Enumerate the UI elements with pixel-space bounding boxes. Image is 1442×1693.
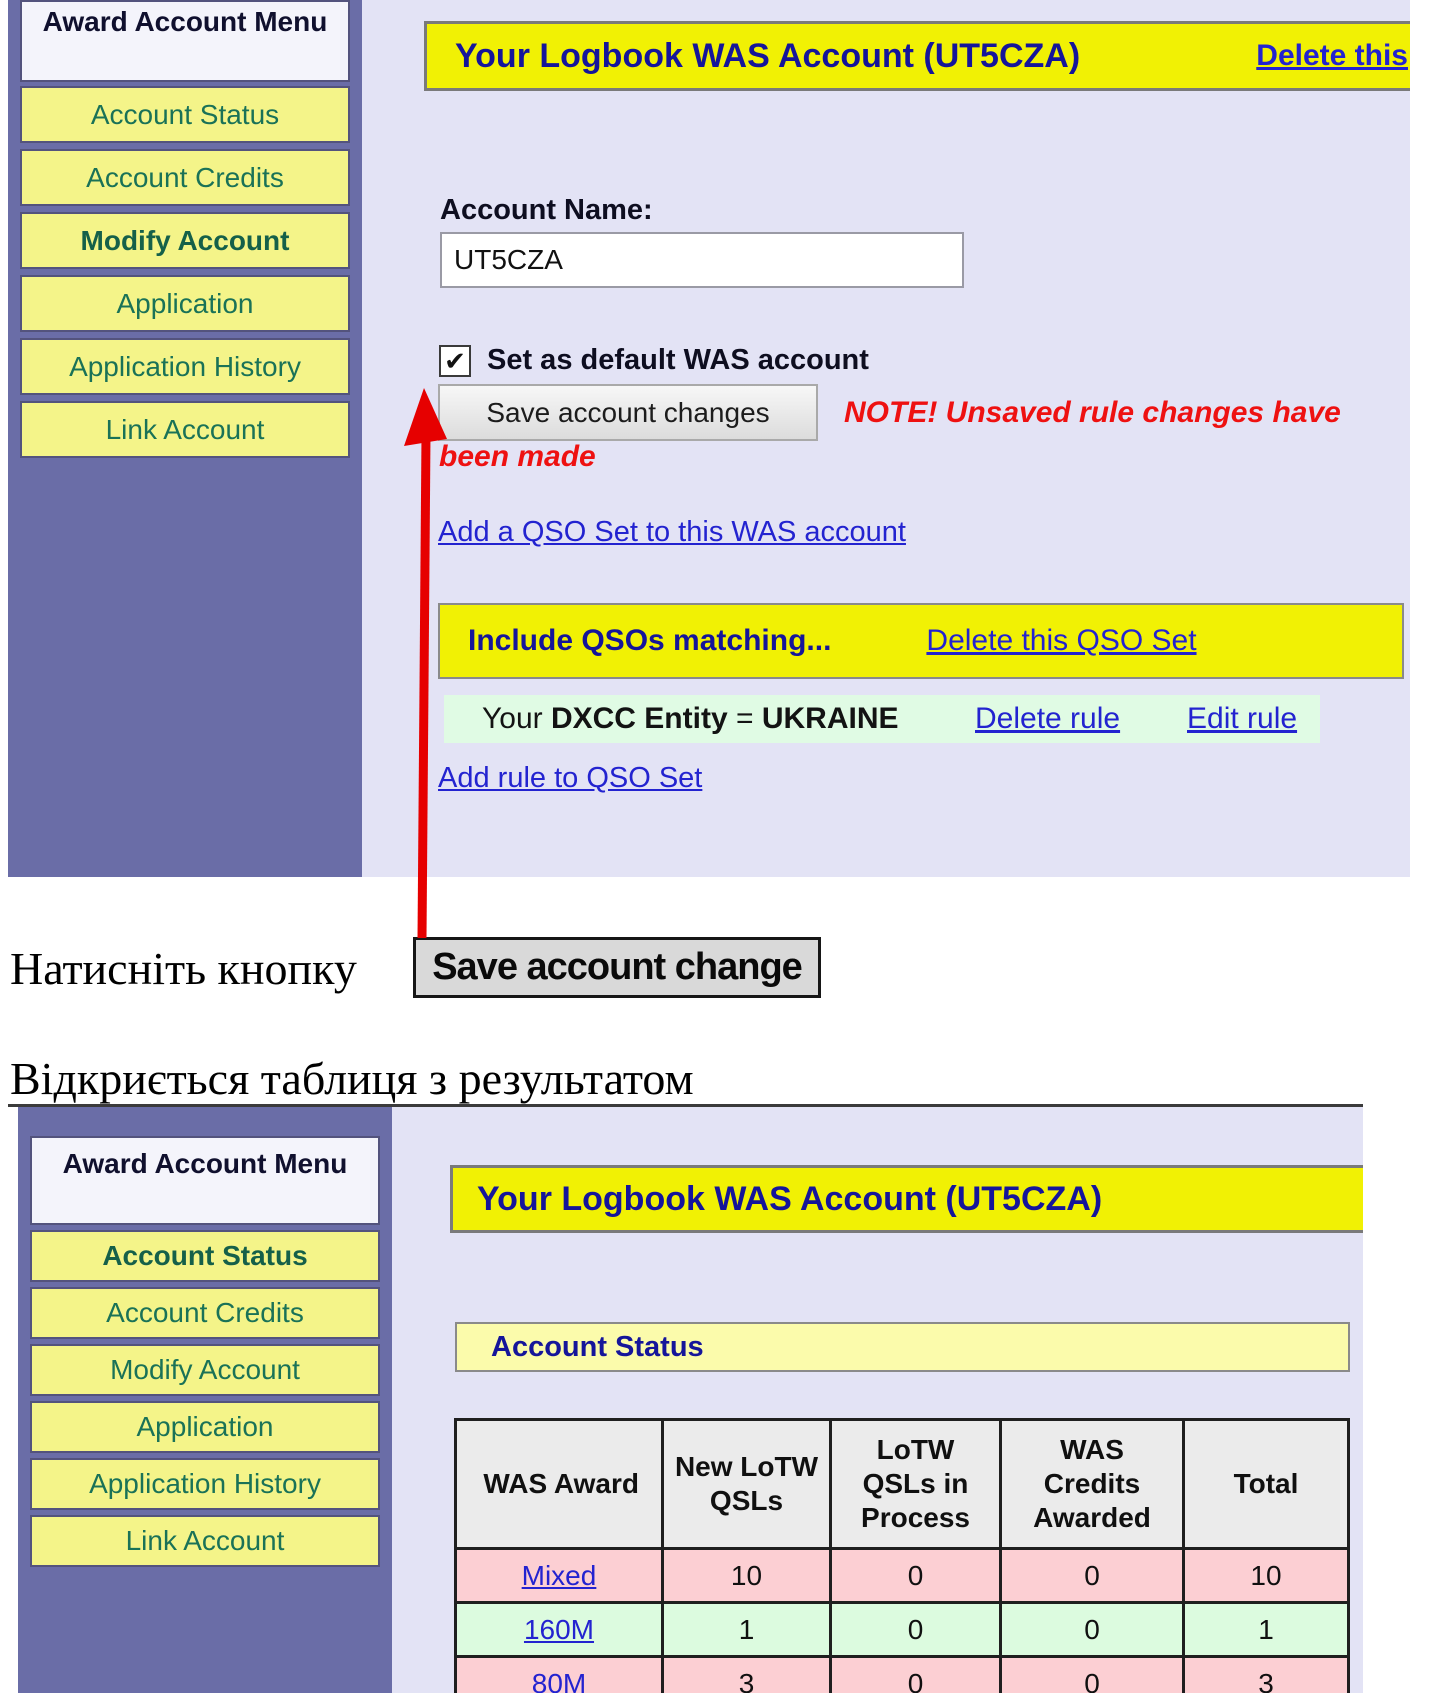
main-content	[362, 0, 1410, 877]
screenshot-modify-account	[8, 0, 1410, 877]
total-cell: 10	[1185, 1550, 1347, 1601]
table-header-cell: LoTW QSLs in Process	[832, 1421, 1002, 1547]
rule-field: DXCC Entity	[550, 702, 728, 735]
sidebar-item[interactable]: Application	[20, 275, 350, 332]
delete-qso-set-link[interactable]: Delete this QSO Set	[926, 624, 1197, 657]
rule-prefix: Your	[482, 702, 551, 735]
award-cell	[457, 1604, 664, 1655]
page-title-bar	[424, 21, 1410, 91]
page-title: Your Logbook WAS Account (UT5CZA)	[477, 1179, 1103, 1218]
default-was-row	[439, 344, 869, 377]
page-title: Your Logbook WAS Account (UT5CZA)	[455, 36, 1081, 75]
delete-rule-link[interactable]: Delete rule	[975, 702, 1121, 735]
menu-title: Award Account Menu	[20, 0, 350, 82]
delete-account-link[interactable]: Delete this	[1256, 39, 1408, 72]
new-lotw-qsls-cell: 3	[664, 1658, 832, 1693]
table-row	[457, 1604, 1347, 1658]
account-status-section-header: Account Status	[455, 1322, 1350, 1372]
award-account-menu	[8, 86, 362, 458]
total-cell: 3	[1185, 1658, 1347, 1693]
rule-equals: =	[727, 702, 762, 735]
credits-awarded-cell: 0	[1002, 1658, 1185, 1693]
sidebar-item[interactable]: Account Credits	[30, 1287, 380, 1339]
table-header-row	[457, 1421, 1347, 1550]
table-header-cell: New LoTW QSLs	[664, 1421, 832, 1547]
account-name-input[interactable]	[440, 232, 964, 288]
qso-set-header-bar	[438, 603, 1404, 679]
sidebar-item[interactable]: Link Account	[30, 1515, 380, 1567]
table-header-cell: Total	[1185, 1421, 1347, 1547]
account-name-label: Account Name:	[440, 194, 653, 226]
qso-rule-row	[444, 695, 1320, 743]
red-arrow-annotation	[402, 384, 466, 946]
qsls-in-process-cell: 0	[832, 1550, 1002, 1601]
sidebar-item[interactable]: Modify Account	[20, 212, 350, 269]
rule-text	[482, 702, 899, 736]
award-cell	[457, 1658, 664, 1693]
add-rule-link[interactable]: Add rule to QSO Set	[438, 762, 703, 794]
sidebar-item[interactable]: Account Status	[20, 86, 350, 143]
new-lotw-qsls-cell: 1	[664, 1604, 832, 1655]
total-cell: 1	[1185, 1604, 1347, 1655]
sidebar-item[interactable]: Link Account	[20, 401, 350, 458]
edit-rule-link[interactable]: Edit rule	[1187, 702, 1298, 735]
annotation-save-button-box: Save account change	[413, 937, 821, 998]
menu-title: Award Account Menu	[30, 1136, 380, 1225]
annotation-table-result: Відкриється таблиця з результатом	[10, 1053, 694, 1104]
sidebar-item[interactable]: Modify Account	[30, 1344, 380, 1396]
award-link[interactable]: 160M	[523, 1613, 595, 1645]
sidebar-item[interactable]: Account Credits	[20, 149, 350, 206]
sidebar	[8, 0, 362, 877]
table-header-cell: WAS Credits Awarded	[1002, 1421, 1185, 1547]
credits-awarded-cell: 0	[1002, 1550, 1185, 1601]
credits-awarded-cell: 0	[1002, 1604, 1185, 1655]
rule-value: UKRAINE	[761, 702, 899, 735]
screenshot-account-status	[8, 1104, 1363, 1693]
award-link[interactable]: 80M	[531, 1667, 587, 1693]
qso-set-header: Include QSOs matching...	[468, 624, 832, 657]
was-status-table	[454, 1418, 1350, 1693]
table-header-cell: WAS Award	[457, 1421, 664, 1547]
unsaved-note-line2: been made	[439, 440, 596, 473]
default-was-label: Set as default WAS account	[487, 344, 869, 376]
award-cell	[457, 1550, 664, 1601]
award-link[interactable]: Mixed	[521, 1559, 597, 1591]
sidebar-item[interactable]: Account Status	[30, 1230, 380, 1282]
save-account-button[interactable]: Save account changes	[438, 384, 818, 441]
qsls-in-process-cell: 0	[832, 1604, 1002, 1655]
sidebar-item[interactable]: Application History	[20, 338, 350, 395]
table-row	[457, 1550, 1347, 1604]
page-title-bar	[450, 1165, 1363, 1233]
table-row	[457, 1658, 1347, 1693]
qsls-in-process-cell: 0	[832, 1658, 1002, 1693]
unsaved-note-line1: NOTE! Unsaved rule changes have	[844, 396, 1341, 429]
main-content	[392, 1107, 1363, 1693]
award-account-menu	[18, 1230, 392, 1567]
table-body	[457, 1550, 1347, 1693]
sidebar-item[interactable]: Application History	[30, 1458, 380, 1510]
add-qso-set-link[interactable]: Add a QSO Set to this WAS account	[438, 516, 906, 548]
sidebar-item[interactable]: Application	[30, 1401, 380, 1453]
annotation-press-button: Натисніть кнопку	[10, 943, 357, 994]
new-lotw-qsls-cell: 10	[664, 1550, 832, 1601]
sidebar	[18, 1107, 392, 1693]
default-was-checkbox[interactable]: ✔	[439, 345, 471, 377]
